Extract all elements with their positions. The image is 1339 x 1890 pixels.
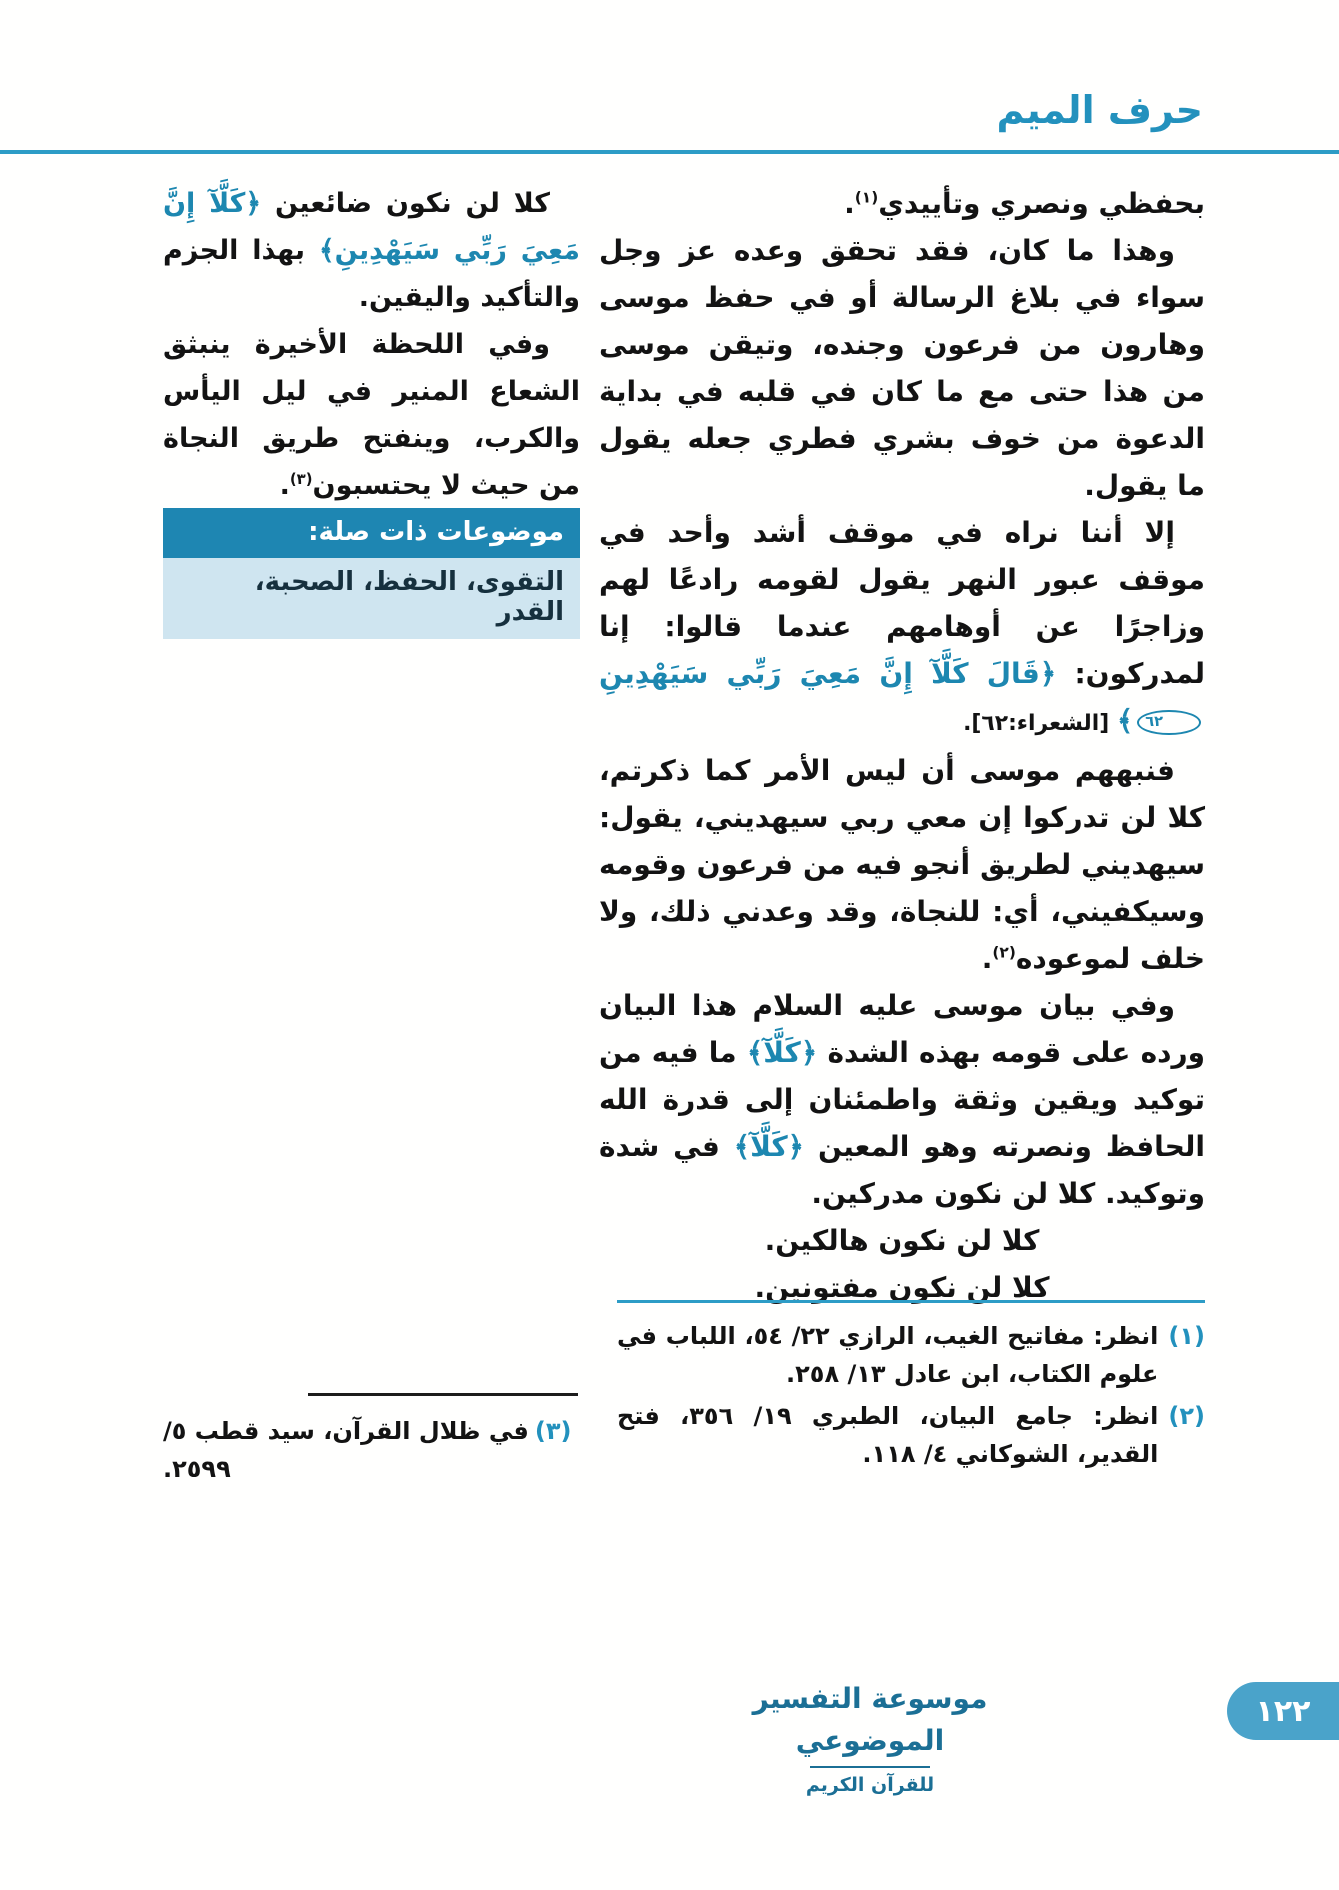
- footnote: [617, 1317, 1205, 1393]
- footnote-marker: (١): [854, 188, 879, 207]
- text-segment: .: [981, 942, 993, 975]
- footnote-number: (٢): [1168, 1402, 1205, 1430]
- header-divider-line: [0, 150, 1339, 154]
- text-segment: .: [279, 470, 290, 501]
- paragraph: [599, 227, 1205, 509]
- paragraph: [599, 509, 1205, 747]
- text-segment: فنبههم موسى أن ليس الأمر كما ذكرتم، كلا لن تدركوا إن معي ربي سيهديني، يقول: سيهديني لطريق أنجو فيه من فرعون وقومه وسيكفيني، أي: للنجاة، وقد وعدني ذلك، ولا خلف لموعوده: [599, 754, 1205, 975]
- related-topics-box: [163, 508, 580, 639]
- text-segment: إلا أننا نراه في موقف أشد وأحد في موقف عبور النهر يقول لقومه رادعًا لهم وزاجرًا عن أوهامهم عندما قالوا: إنا لمدركون:: [599, 516, 1205, 690]
- footnote-text: انظر: جامع البيان، الطبري ١٩/ ٣٥٦، فتح القدير، الشوكاني ٤/ ١١٨.: [617, 1402, 1159, 1468]
- paragraph: [599, 180, 1205, 227]
- quran-quote: ﴿كَلَّآ﴾: [733, 1130, 805, 1163]
- text-segment: كلا لن نكون هالكين.: [764, 1224, 1040, 1257]
- text-segment: بحفظي ونصري وتأييدي: [878, 187, 1205, 220]
- chapter-title: حرف الميم: [996, 88, 1203, 132]
- logo-divider: [810, 1766, 930, 1768]
- paragraph: [163, 180, 580, 321]
- side-footnote: [163, 1412, 578, 1488]
- footnote-number: (١): [1168, 1322, 1205, 1350]
- text-segment: ما فيه من توكيد ويقين وثقة واطمئنان إلى قدرة الله الحافظ ونصرته وهو المعين: [599, 1036, 1205, 1163]
- footnote-text: في ظلال القرآن، سيد قطب ٥/ ٢٥٩٩.: [163, 1417, 529, 1483]
- quran-quote: ﴿قَالَ كَلَّآ إِنَّ مَعِيَ رَبِّي سَيَهْدِينِ: [599, 657, 1057, 690]
- verse-reference: [الشعراء:٦٢].: [963, 711, 1117, 736]
- quran-quote: ﴾: [1116, 704, 1134, 737]
- paragraph: [599, 982, 1205, 1217]
- logo-subtitle: للقرآن الكريم: [805, 1774, 935, 1796]
- main-text-column: [599, 180, 1205, 1311]
- text-segment: وفي بيان موسى عليه السلام هذا البيان ورده على قومه بهذه الشدة: [599, 989, 1205, 1069]
- paragraph: [599, 747, 1205, 982]
- quran-quote: ﴿كَلَّآ إِنَّ مَعِيَ رَبِّي سَيَهْدِينِ﴾: [163, 188, 580, 266]
- paragraph: [163, 321, 580, 509]
- paragraph: [599, 1217, 1205, 1264]
- text-segment: .: [844, 187, 855, 220]
- text-segment: وفي اللحظة الأخيرة ينبثق الشعاع المنير في ليل اليأس والكرب، وينفتح طريق النجاة من حيث لا يحتسبون: [163, 329, 580, 501]
- related-topics-title: موضوعات ذات صلة:: [163, 508, 580, 558]
- quran-quote: ﴿كَلَّآ﴾: [746, 1036, 818, 1069]
- text-segment: في شدة وتوكيد. كلا لن نكون مدركين.: [599, 1130, 1205, 1210]
- logo-title: موسوعة التفسير الموضوعي: [752, 1682, 988, 1757]
- text-segment: بهذا الجزم والتأكيد واليقين.: [163, 235, 580, 313]
- side-text-column: [163, 180, 580, 509]
- text-segment: كلا لن نكون ضائعين: [261, 188, 550, 219]
- related-topics-list: التقوى، الحفظ، الصحبة، القدر: [163, 558, 580, 639]
- footnote-marker: (٣): [289, 470, 313, 488]
- text-segment: كلا لن نكون مفتونين.: [754, 1271, 1050, 1304]
- footnote-number: (٣): [534, 1417, 572, 1445]
- publisher-logo: [748, 1678, 992, 1800]
- side-footnote-divider: [308, 1393, 578, 1396]
- footnote-marker: (٢): [992, 943, 1016, 962]
- ayah-number: ٦٢: [1137, 710, 1201, 735]
- page-number-badge: ١٢٢: [1227, 1682, 1339, 1740]
- footnotes-section: [617, 1300, 1205, 1477]
- footnote: [617, 1397, 1205, 1473]
- footnote-text: انظر: مفاتيح الغيب، الرازي ٢٢/ ٥٤، اللباب في علوم الكتاب، ابن عادل ١٣/ ٢٥٨.: [617, 1322, 1159, 1388]
- text-segment: وهذا ما كان، فقد تحقق وعده عز وجل سواء في بلاغ الرسالة أو في حفظ موسى وهارون من فرعون وجنده، وتيقن موسى من هذا حتى مع ما كان في قلبه في بداية الدعوة من خوف بشري فطري جعله يقول ما يقول.: [599, 234, 1205, 502]
